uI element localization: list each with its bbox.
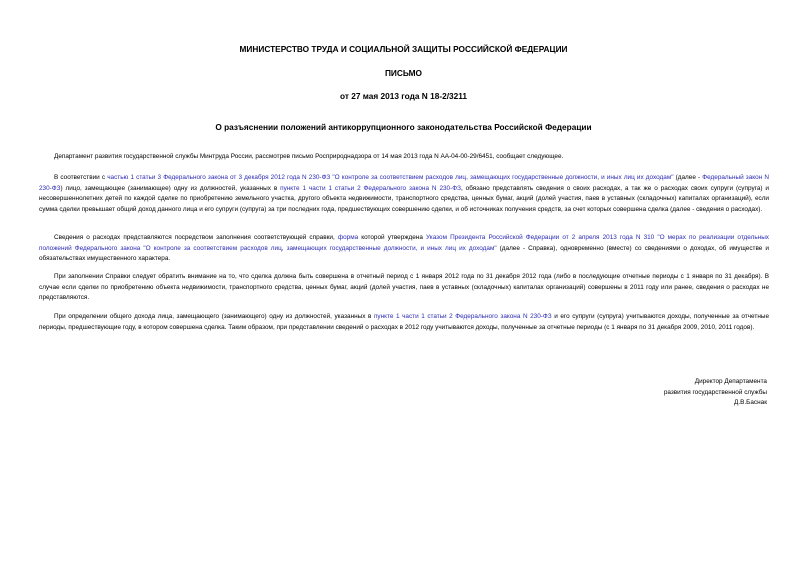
paragraph-income xyxy=(39,312,769,333)
law-article-link[interactable]: частью 1 статьи 3 Федерального закона от 3 декабря 2012 года N 230-ФЗ "О контроле за соответствием расходов лиц, замещающих государственные должности, и иных лиц их доходам" xyxy=(107,174,674,181)
form-link[interactable]: форма xyxy=(337,234,359,241)
paragraph-text: Сведения о расходах представляются посредством заполнения соответствующей справки, xyxy=(54,234,338,241)
ministry-heading: МИНИСТЕРСТВО ТРУДА И СОЦИАЛЬНОЙ ЗАЩИТЫ РОССИЙСКОЙ ФЕДЕРАЦИИ xyxy=(239,44,568,54)
document-subject: О разъяснении положений антикоррупционного законодательства Российской Федерации xyxy=(215,122,592,132)
paragraph-intro: Департамент развития государственной службы Минтруда России, рассмотрев письмо Росприроднадзора от 14 мая 2013 года N АА-04-00-29/6451, сообщает следующее. xyxy=(54,153,564,160)
paragraph-text: В соответствии с xyxy=(54,174,108,181)
document-date: от 27 мая 2013 года N 18-2/3211 xyxy=(339,91,467,101)
law-clause-link[interactable]: пункте 1 части 1 статьи 2 Федерального закона N 230-ФЗ xyxy=(373,313,552,320)
signature-position-2: развития государственной службы xyxy=(663,389,767,396)
decree-link[interactable]: Указом Президента Российской Федерации от 2 апреля 2013 года N 310 "О мерах по реализации отдельных положений Федерального закона "О контроле за соответствием расходов лиц, замещающих государственные должности, и иных лиц их доходам" xyxy=(39,234,769,252)
paragraph-text: (далее - xyxy=(673,174,703,181)
paragraph-form xyxy=(39,233,769,265)
paragraph-obligation xyxy=(39,173,769,215)
law-clause-link[interactable]: пункте 1 части 1 статьи 2 Федерального закона N 230-ФЗ xyxy=(280,184,461,192)
paragraph-text: и его супруги (супруга) учитываются доходы, полученные за отчетные периоды, предшествующие году, в котором совершена сделка. Таким образом, при представлении сведений о расходах в 2012 году учитываются доходы, полученные за отчетные периоды (с 1 января по 31 декабря 2009, 2010, 2011 годов). xyxy=(39,313,769,331)
paragraph-text: , обязано представлять сведения о своих расходах, а так же о расходах своих супруги (супруга) и несовершеннолетних детей по каждой сделке по приобретению земельного участка, другого объекта недвижимости, транспортного средства, ценных бумаг, акций (долей участия, паев в уставных (складочных) капиталах организаций), если сумма сделки превышает общий доход данного лица и его супруги (супруга) за три последних года, предшествующих совершению сделки, и об источниках получения средств, за счет которых совершена сделка (далее - сведения о расходах). xyxy=(39,184,769,213)
paragraph-reporting-period: При заполнении Справки следует обратить внимание на то, что сделка должна быть совершена в отчетный период с 1 января 2012 года по 31 декабря 2012 года (либо в последующие отчетные периоды с 1 января по 31 декабря). В случае если сделки по приобретению объекта недвижимости, транспортного средства, ценных бумаг, акций (долей участия, паев в уставных (складочных) капиталах организаций) совершены в 2011 году или ранее, сведения о расходах не представляются. xyxy=(39,273,769,301)
paragraph-text: (далее - Справка), одновременно (вместе) со сведениями о доходах, об имуществе и обязательствах имущественного характера. xyxy=(39,244,769,262)
law-short-link[interactable]: Федеральный закон N 230-ФЗ xyxy=(39,174,769,192)
signature-position-1: Директор Департамента xyxy=(694,378,767,385)
signature-name: Д.В.Баснак xyxy=(734,399,767,406)
document-type: ПИСЬМО xyxy=(384,68,423,78)
paragraph-text: При определении общего дохода лица, замещающего (занимающего) одну из должностей, указанных в xyxy=(54,313,374,320)
paragraph-text: которой утверждена xyxy=(358,234,426,241)
paragraph-text: ) лицо, замещающее (занимающее) одну из должностей, указанных в xyxy=(60,184,281,192)
